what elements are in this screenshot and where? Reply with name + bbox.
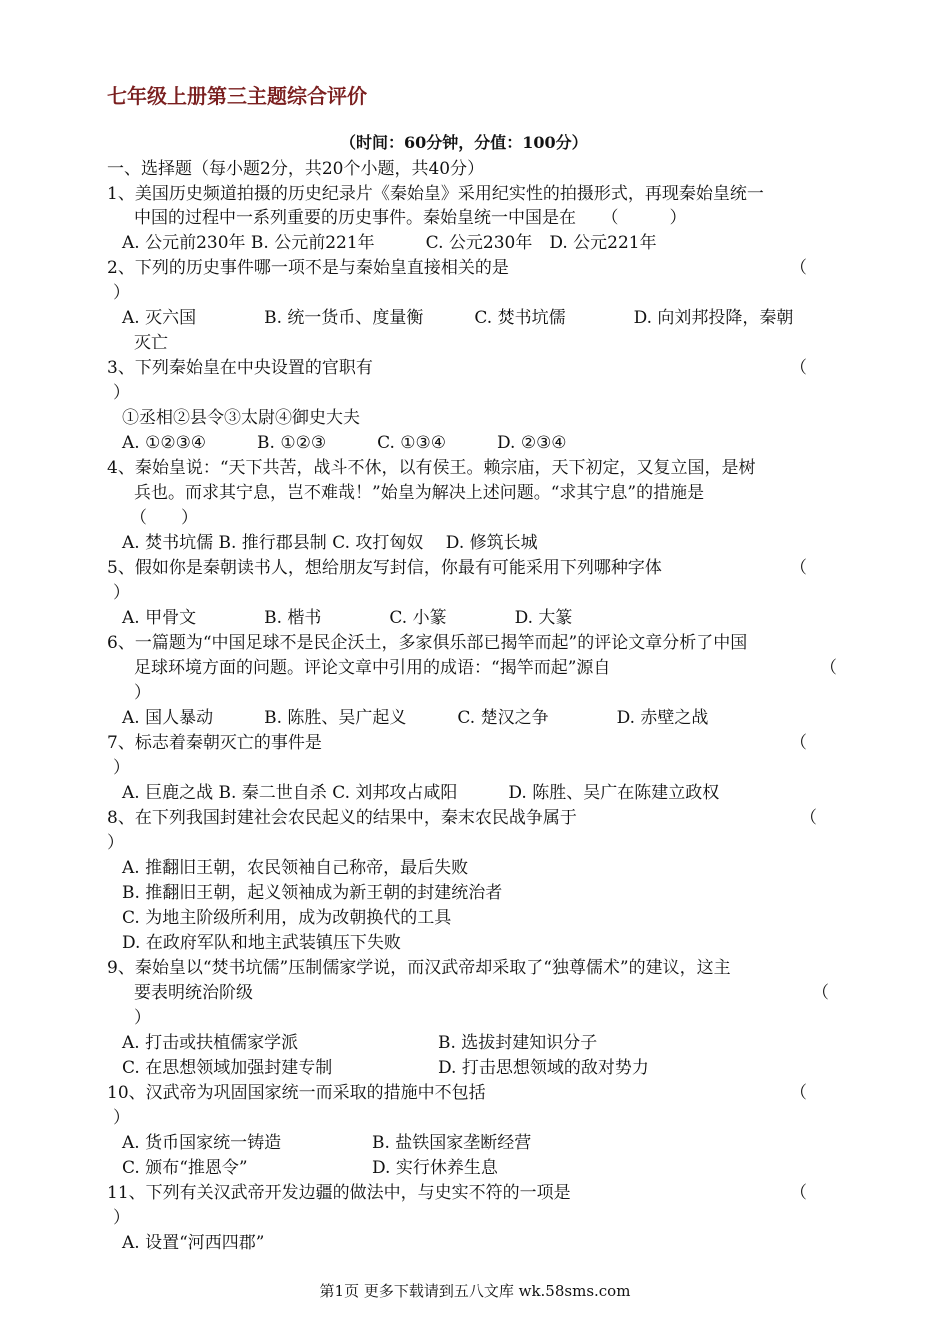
answer-bracket-open: （ [790, 358, 807, 378]
question-10-option-c: C. 颁布“推恩令” [122, 1158, 248, 1178]
question-6-cont: 足球环境方面的问题。评论文章中引用的成语：“揭竿而起”源自 [134, 658, 611, 678]
answer-bracket-open: （ [790, 558, 807, 578]
question-1-options: A. 公元前230年 B. 公元前221年 C. 公元230年 D. 公元221年 [122, 233, 657, 253]
question-3-items: ①丞相②县令③太尉④御史大夫 [122, 408, 360, 428]
question-4: 4、秦始皇说：“天下共苦，战斗不休，以有侯王。赖宗庙，天下初定，又复立国，是树 [107, 458, 756, 478]
answer-bracket-open: （ [820, 658, 837, 678]
question-8-option-a: A. 推翻旧王朝，农民领袖自己称帝，最后失败 [122, 858, 469, 878]
question-8-option-b: B. 推翻旧王朝，起义领袖成为新王朝的封建统治者 [122, 883, 503, 903]
question-4-options: A. 焚书坑儒 B. 推行郡县制 C. 攻打匈奴 D. 修筑长城 [122, 533, 538, 553]
section-heading: 一、选择题（每小题2分，共20个小题，共40分） [107, 159, 485, 179]
answer-bracket-close: ） [134, 1008, 151, 1028]
page-footer: 第1页 更多下载请到五八文库 wk.58sms.com [319, 1282, 631, 1300]
question-9-option-b: B. 选拔封建知识分子 [438, 1033, 598, 1053]
question-10-option-d: D. 实行休养生息 [372, 1158, 498, 1178]
question-10: 10、汉武帝为巩固国家统一而采取的措施中不包括 [107, 1083, 486, 1103]
question-8-option-d: D. 在政府军队和地主武装镇压下失败 [122, 933, 401, 953]
answer-bracket-close: ） [113, 283, 130, 303]
question-6: 6、一篇题为“中国足球不是民企沃土，多家俱乐部已揭竿而起”的评论文章分析了中国 [107, 633, 748, 653]
question-7: 7、标志着秦朝灭亡的事件是 [107, 733, 322, 753]
question-11: 11、下列有关汉武帝开发边疆的做法中，与史实不符的一项是 [107, 1183, 571, 1203]
question-3: 3、下列秦始皇在中央设置的官职有 [107, 358, 373, 378]
answer-bracket-open: （ [790, 1183, 807, 1203]
answer-bracket-close: ） [113, 758, 130, 778]
exam-info: （时间：60分钟，分值：100分） [340, 133, 588, 152]
question-9-option-c: C. 在思想领域加强封建专制 [122, 1058, 333, 1078]
answer-bracket-close: ） [113, 1208, 130, 1228]
answer-bracket-open: （ [790, 1083, 807, 1103]
answer-bracket-close: ） [113, 1108, 130, 1128]
question-6-options: A. 国人暴动 B. 陈胜、吴广起义 C. 楚汉之争 D. 赤壁之战 [122, 708, 709, 728]
answer-bracket-open: （ [800, 808, 817, 828]
question-8: 8、在下列我国封建社会农民起义的结果中，秦末农民战争属于 [107, 808, 577, 828]
question-3-options: A. ①②③④ B. ①②③ C. ①③④ D. ②③④ [122, 433, 567, 453]
question-9-option-d: D. 打击思想领域的敌对势力 [438, 1058, 649, 1078]
answer-bracket-close: ） [113, 583, 130, 603]
document-title: 七年级上册第三主题综合评价 [107, 84, 367, 108]
question-2-options: A. 灭六国 B. 统一货币、度量衡 C. 焚书坑儒 D. 向刘邦投降，秦朝 [122, 308, 794, 328]
answer-bracket-close: ） [134, 683, 151, 703]
question-5-options: A. 甲骨文 B. 楷书 C. 小篆 D. 大篆 [122, 608, 573, 628]
answer-bracket-open: （ [812, 983, 829, 1003]
question-2-options-cont: 灭亡 [134, 333, 168, 353]
answer-bracket-open: （ [790, 733, 807, 753]
question-9-option-a: A. 打击或扶植儒家学派 [122, 1033, 299, 1053]
question-9-cont: 要表明统治阶级 [134, 983, 253, 1003]
question-10-option-a: A. 货币国家统一铸造 [122, 1133, 282, 1153]
answer-bracket-open: （ [790, 258, 807, 278]
question-10-option-b: B. 盐铁国家垄断经营 [372, 1133, 532, 1153]
question-5: 5、假如你是秦朝读书人，想给朋友写封信，你最有可能采用下列哪种字体 [107, 558, 662, 578]
question-9: 9、秦始皇以“焚书坑儒”压制儒家学说，而汉武帝却采取了“独尊儒术”的建议，这主 [107, 958, 731, 978]
question-8-option-c: C. 为地主阶级所利用，成为改朝换代的工具 [122, 908, 452, 928]
question-2: 2、下列的历史事件哪一项不是与秦始皇直接相关的是 [107, 258, 509, 278]
answer-bracket-close: ） [107, 833, 124, 853]
question-7-options: A. 巨鹿之战 B. 秦二世自杀 C. 刘邦攻占咸阳 D. 陈胜、吴广在陈建立政权 [122, 783, 720, 803]
question-11-option-a: A. 设置“河西四郡” [122, 1233, 265, 1253]
answer-bracket-close: ） [113, 383, 130, 403]
question-1-cont: 中国的过程中一系列重要的历史事件。秦始皇统一中国是在 （ ） [134, 208, 687, 228]
answer-bracket: （ ） [130, 508, 198, 528]
question-4-cont: 兵也。而求其宁息，岂不难哉！”始皇为解决上述问题。“求其宁息”的措施是 [134, 483, 705, 503]
question-1: 1、美国历史频道拍摄的历史纪录片《秦始皇》采用纪实性的拍摄形式，再现秦始皇统一 [107, 184, 764, 204]
